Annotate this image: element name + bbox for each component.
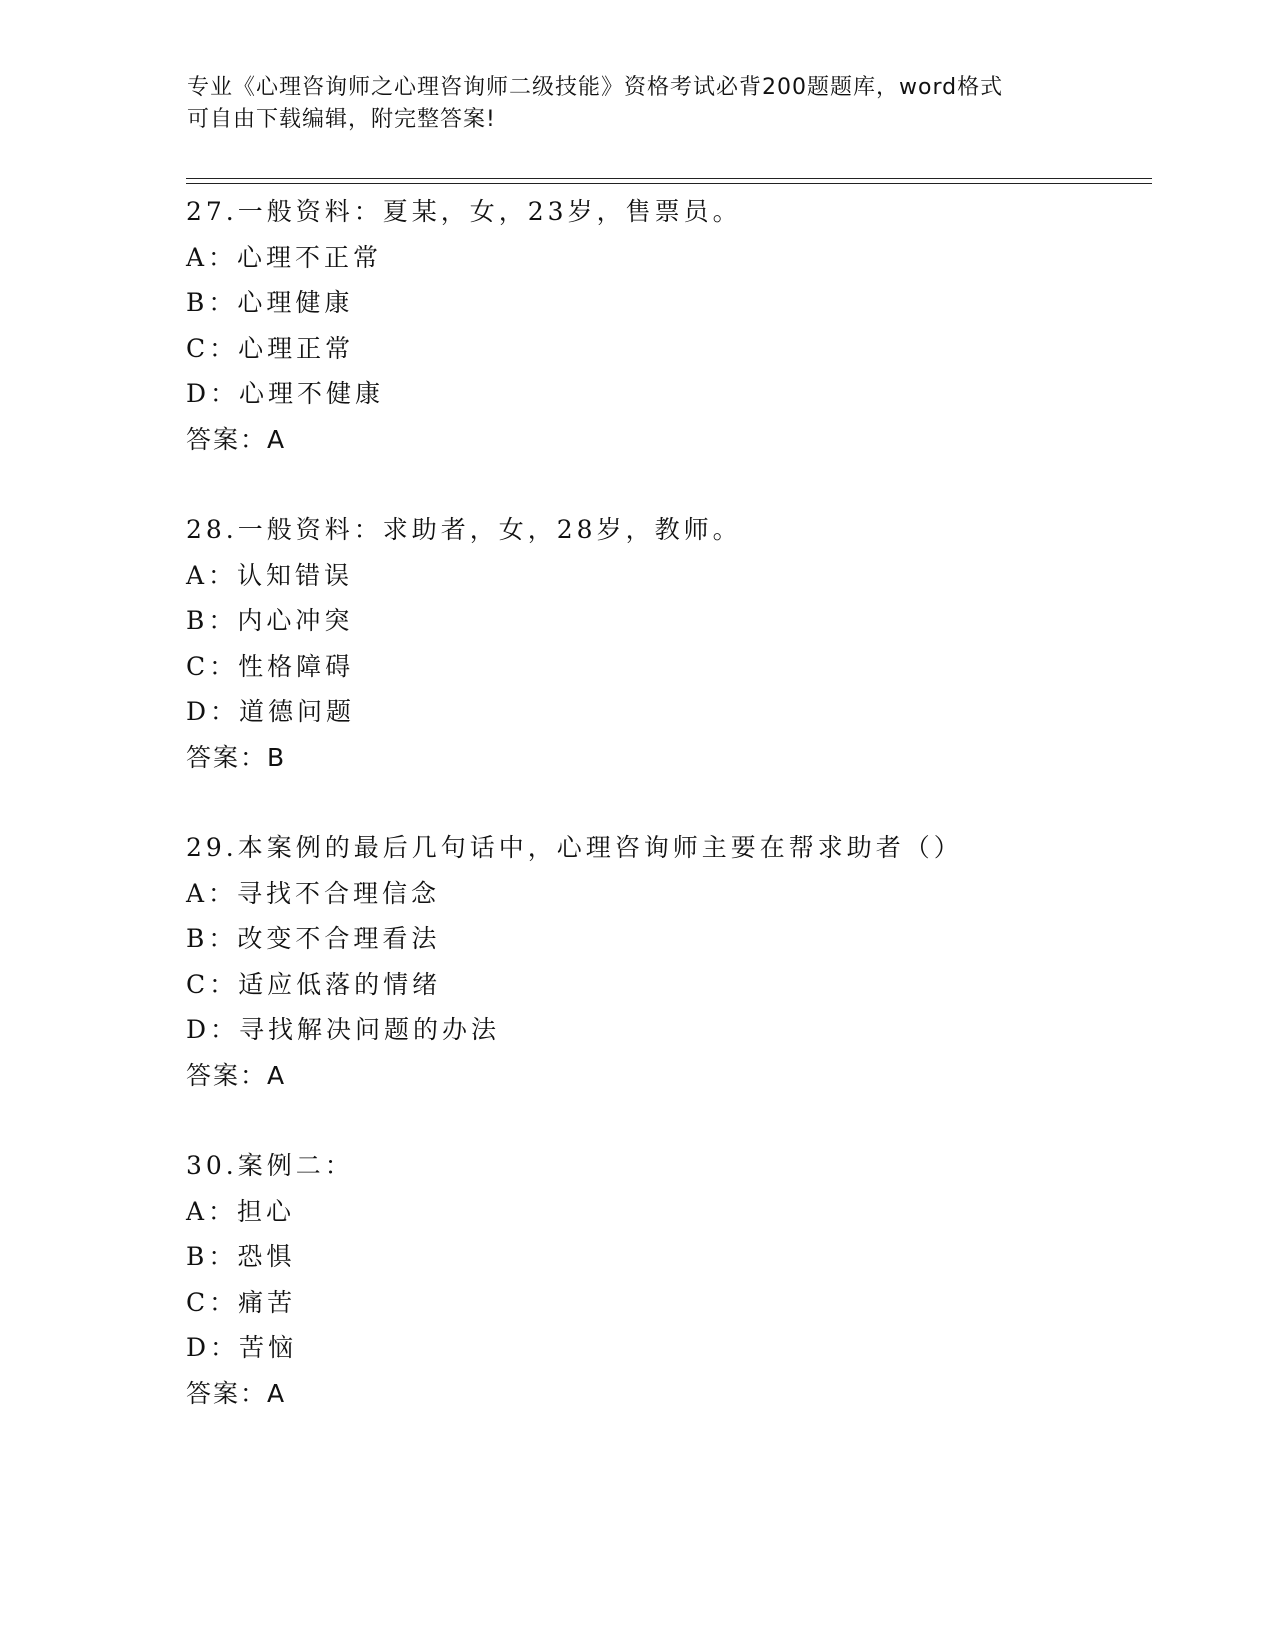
header-divider-bottom: [186, 183, 1152, 184]
header-divider-top: [186, 178, 1152, 179]
document-header: [187, 72, 1087, 136]
option-d: D：道德问题: [186, 697, 356, 727]
option-c: C：适应低落的情绪: [186, 969, 442, 999]
question-stem: 28.一般资料：求助者，女，28岁，教师。: [186, 515, 742, 544]
option-b: B：内心冲突: [186, 606, 354, 636]
answer-line: 答案：A: [186, 1378, 287, 1408]
option-c: C：痛苦: [186, 1287, 297, 1317]
answer-line: 答案：A: [186, 1060, 287, 1090]
option-b: B：改变不合理看法: [186, 924, 441, 954]
option-a: A：担心: [186, 1196, 296, 1226]
answer-line: 答案：A: [186, 424, 287, 454]
question-27: [186, 189, 1146, 463]
option-c: C：心理正常: [186, 333, 355, 363]
question-28: [186, 507, 1146, 781]
question-stem: 29.本案例的最后几句话中，心理咨询师主要在帮求助者（）: [186, 833, 963, 862]
answer-line: 答案：B: [186, 742, 287, 772]
option-b: B：恐惧: [186, 1242, 296, 1272]
option-d: D：苦恼: [186, 1333, 298, 1363]
option-d: D：寻找解决问题的办法: [186, 1015, 501, 1045]
question-29: [186, 825, 1146, 1099]
header-title-line-2: 可自由下载编辑，附完整答案!: [187, 107, 496, 132]
header-title-line-1: 专业《心理咨询师之心理咨询师二级技能》资格考试必背200题题库，word格式: [187, 75, 1004, 100]
option-b: B：心理健康: [186, 288, 354, 318]
option-a: A：认知错误: [186, 560, 354, 590]
option-a: A：寻找不合理信念: [186, 878, 441, 908]
option-d: D：心理不健康: [186, 379, 385, 409]
question-30: [186, 1143, 1146, 1417]
option-a: A：心理不正常: [186, 242, 383, 272]
question-stem: 30.案例二：: [186, 1151, 354, 1180]
question-stem: 27.一般资料：夏某，女，23岁，售票员。: [186, 197, 742, 226]
option-c: C：性格障碍: [186, 651, 355, 681]
